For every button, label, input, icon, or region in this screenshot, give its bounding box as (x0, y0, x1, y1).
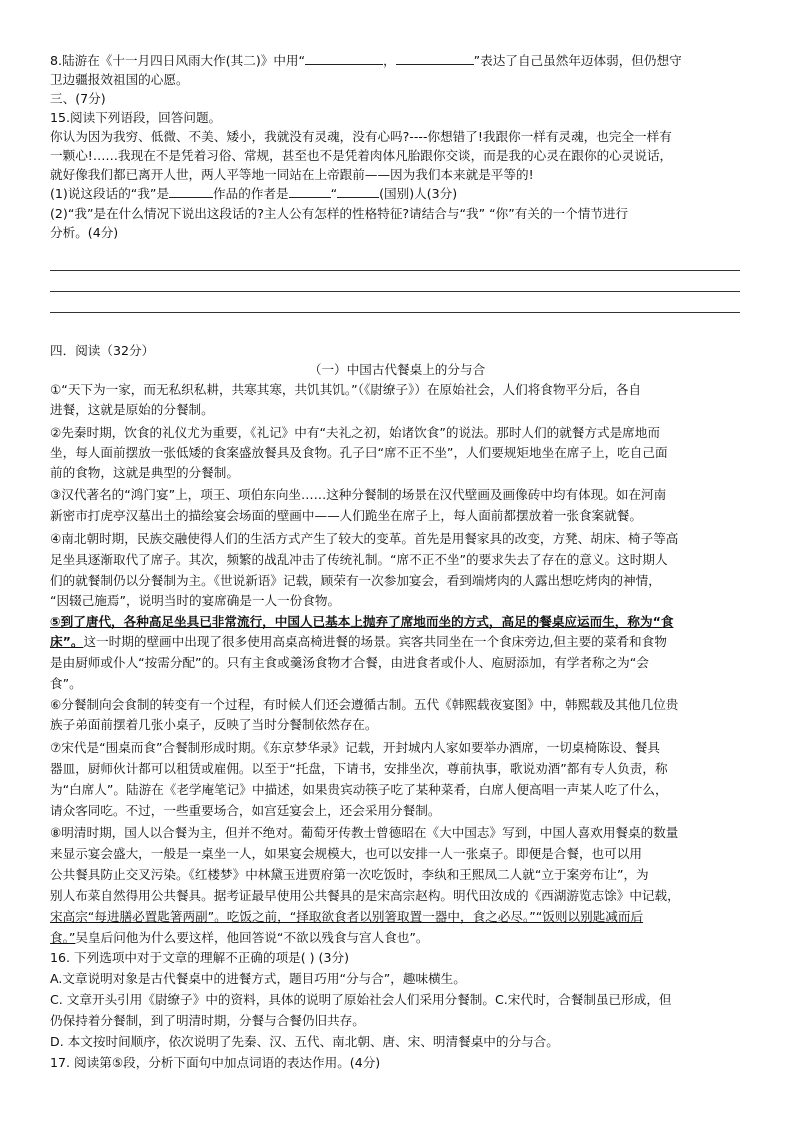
p5-key-sentence: ⑤到了唐代，各种高足坐具已非常流行，中国人已基本上抛弃了席地而坐的方式，高足的餐桌应运而生，称为“食 (50, 614, 674, 629)
answer-line[interactable] (50, 291, 740, 292)
p2-line: 坐，每人面前摆放一张低矮的食案盛放餐具及食物。孔子曰“席不正不坐”，人们要规矩地坐在席子上，吃自己面 (50, 445, 668, 460)
q16-option-c-cont: 仍保持着分餐制，到了明清时期，分餐与合餐仍旧共存。 (50, 1013, 365, 1028)
p5-text: 这一时期的壁画中出现了很多使用高桌高椅进餐的场景。宾客共同坐在一个食床旁边,但主要的菜肴和食物 (83, 634, 667, 649)
q16-option-d[interactable]: D. 本文按时间顺序，依次说明了先秦、汉、五代、南北朝、唐、宋、明清餐桌中的分与合。 (50, 1034, 559, 1049)
answer-blank[interactable] (396, 52, 474, 65)
q8-line1 (50, 52, 750, 70)
q15-sub1-d: (国别)人(3分) (379, 186, 458, 201)
p5-line4: 食”。 (50, 676, 82, 691)
q15-sub1-a: (1)说这段话的“我”是 (50, 186, 170, 201)
p8-line: ⑧明清时期，国人以合餐为主，但并不绝对。葡萄牙传教士曾德昭在《大中国志》写到，中国人喜欢用餐桌的数量 (50, 825, 679, 840)
p6-line: ⑥分餐制向会食制的转变有一个过程，有时候人们还会遵循古制。五代《韩熙载夜宴图》中，韩熙载及其他几位贵 (50, 697, 679, 712)
p6-line: 族子弟面前摆着几张小桌子，反映了当时分餐制依然存在。 (50, 717, 378, 732)
q15-sub2-line1: (2)“我”是在什么情况下说出这段话的?主人公有怎样的性格特征?请结合与“我” “你”有关的一个情节进行 (50, 206, 629, 221)
p3-line: 新密市打虎亭汉墓出土的描绘宴会场面的壁画中——人们跪坐在席子上，每人面前都摆放着一张食案就餐。 (50, 508, 642, 523)
q16-option-c[interactable]: C. 文章开头引用《尉缭子》中的资料，具体的说明了原始社会人们采用分餐制。C.宋代时，合餐制虽已形成，但 (50, 992, 672, 1007)
answer-blank[interactable] (305, 52, 383, 65)
q15-passage-line: 就好像我们都已离开人世，两人平等地一同站在上帝跟前——因为我们本来就是平等的! (50, 167, 534, 182)
p1-line: 进餐，这就是原始的分餐制。 (50, 402, 214, 417)
p8-underlined-quote: 宋高宗“每进膳必置匙箸两副”。吃饭之前，“择取欲食者以别箸取置一器中，食之必尽。”“饭则以别匙减而后 (50, 909, 644, 924)
p8-text: 吴皇后问他为什么要这样，他回答说“不欲以残食与宫人食也”。 (75, 930, 429, 945)
q8-line2: 卫边疆报效祖国的心愿。 (50, 72, 189, 87)
q16-title: 16. 下列选项中对于文章的理解不正确的项是( ) (3分) (50, 950, 349, 965)
p8-line: 别人布菜自然得用公共餐具。据考证最早使用公共餐具的是宋高宗赵构。明代田汝成的《西湖游览志馀》中记载， (50, 888, 680, 903)
p8-line: 公共餐具防止交叉污染。《红楼梦》中林黛玉进贾府第一次吃饭时，李纨和王熙凤二人就“立于案旁布让”，为 (50, 867, 649, 882)
p4-line: ④南北朝时期，民族交融使得人们的生活方式产生了较大的变革。首先是用餐家具的改变，方凳、胡床、椅子等高 (50, 531, 679, 546)
q17-title: 17. 阅读第⑤段，分析下面句中加点词语的表达作用。(4分) (50, 1055, 381, 1070)
p8-underlined-quote-end: 食。” (50, 930, 76, 945)
answer-blank[interactable] (337, 185, 379, 198)
q8-text-a: 8.陆游在《十一月四日风雨大作(其二)》中用“ (50, 53, 306, 68)
p8-line-underlined (50, 908, 750, 926)
p7-line: 为“白席人”。陆游在《老学庵笔记》中描述，如果贵宾动筷子吃了某种菜肴，白席人便高唱一声某人吃了什么， (50, 782, 668, 797)
q16-option-a[interactable]: A.文章说明对象是古代餐桌中的进餐方式，题目巧用“分与合”，趣味横生。 (50, 971, 466, 986)
q15-sub2-line2: 分析。(4分) (50, 225, 119, 240)
p4-line: 们的就餐制仍以分餐制为主。《世说新语》记载，顾荣有一次参加宴会，看到端烤肉的人露出想吃烤肉的神情， (50, 573, 661, 588)
p1-line: ①“天下为一家，而无私织私耕，共寒其寒，共饥其饥。”（《尉缭子》）在原始社会，人们将食物平分后，各自 (50, 382, 642, 397)
p5-line3: 是由厨师或仆人“按需分配”的。只有主食或羹汤食物才合餐，由进食者或仆人、庖厨添加，有学者称之为“会 (50, 655, 649, 670)
p5-line1 (50, 613, 750, 631)
q15-passage-line: 你认为因为我穷、低微、不美、矮小，我就没有灵魂，没有心吗?----你想错了!我跟你一样有灵魂，也完全一样有 (50, 129, 672, 144)
q15-title: 15.阅读下列语段，回答问题。 (50, 110, 222, 125)
q15-sub1-b: 作品的作者是 (213, 186, 289, 201)
p7-line: ⑦宋代是“围桌而食”合餐制形成时期。《东京梦华录》记载，开封城内人家如要举办酒席，一切桌椅陈设、餐具 (50, 740, 660, 755)
p7-line: 请众客同吃。不过，一些重要场合，如宫廷宴会上，还会采用分餐制。 (50, 803, 441, 818)
p2-line: 前的食物，这就是典型的分餐制。 (50, 465, 239, 480)
p8-line-end (50, 929, 750, 947)
p5-line2 (50, 633, 750, 651)
q8-sep: ， (383, 53, 396, 68)
article-title: （一）中国古代餐桌上的分与合 (308, 362, 486, 377)
answer-blank[interactable] (169, 185, 213, 198)
q15-sub1-c: “ (330, 186, 338, 201)
q15-passage-line: 一颗心!……我现在不是凭着习俗、常规，甚至也不是凭着肉体凡胎跟你交谈，而是我的心灵在跟你的心灵说话， (50, 148, 673, 163)
p8-line: 来显示宴会盛大，一般是一桌坐一人，如果宴会规模大，也可以安排一人一张桌子。即便是合餐，也可以用 (50, 846, 642, 861)
p2-line: ②先秦时期，饮食的礼仪尤为重要，《礼记》中有“夫礼之初，始诸饮食”的说法。那时人们的就餐方式是席地而 (50, 425, 660, 440)
answer-line[interactable] (50, 312, 740, 313)
answer-line[interactable] (50, 270, 740, 271)
p4-line: 足坐具逐渐取代了席子。其次，频繁的战乱冲击了传统礼制。“席不正不坐”的要求失去了存在的意义。这时期人 (50, 552, 668, 567)
section4-heading: 四．阅读（32分） (50, 343, 155, 358)
p5-key-sentence-end: 床”。 (50, 634, 84, 649)
p7-line: 器皿，厨师伙计都可以租赁或雇佣。以至于“托盘，下请书，安排坐次，尊前执事，歌说劝酒”都有专人负责，称 (50, 761, 668, 776)
q8-text-b: ”表达了自己虽然年迈体弱，但仍想守 (473, 53, 682, 68)
q15-sub1 (50, 185, 750, 203)
section3-heading: 三、(7分) (50, 91, 106, 106)
answer-blank[interactable] (289, 185, 331, 198)
p4-line: “因辍己施焉”，说明当时的宴席确是一人一份食物。 (50, 593, 341, 608)
p3-line: ③汉代著名的“鸿门宴”上，项王、项伯东向坐……这种分餐制的场景在汉代壁画及画像砖中均有体现。如在河南 (50, 487, 667, 502)
